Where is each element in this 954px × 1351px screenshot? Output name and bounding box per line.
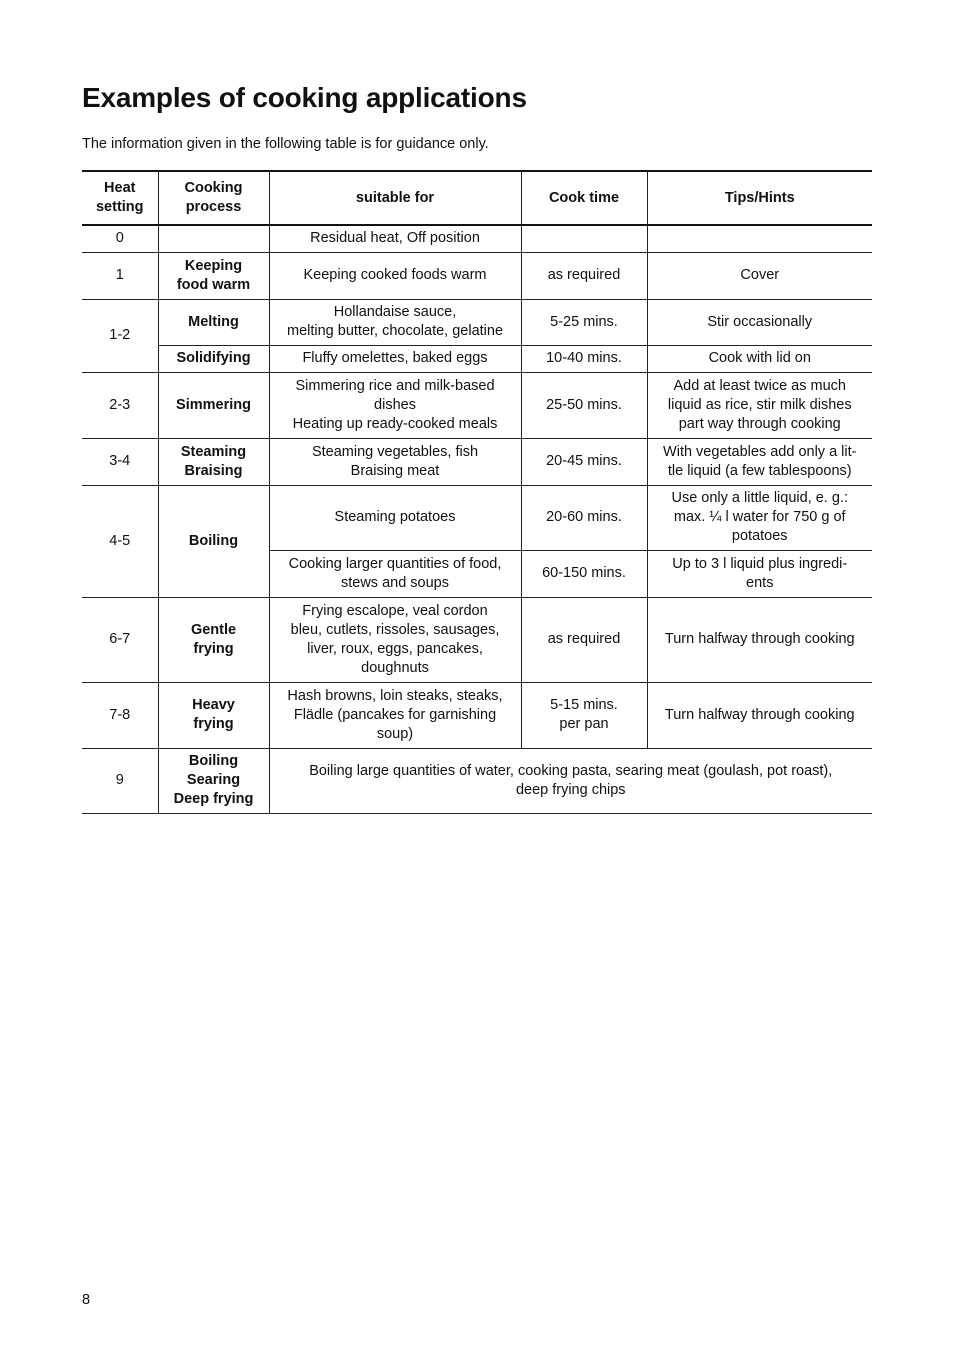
cooking-process-cell: Heavy frying <box>158 682 269 748</box>
cook-time-cell: as required <box>521 597 647 682</box>
cook-time-cell: 10-40 mins. <box>521 345 647 372</box>
header-heat-setting: Heat setting <box>82 171 158 225</box>
table-row <box>82 225 872 252</box>
table-row <box>82 299 872 345</box>
heat-setting-cell: 9 <box>82 748 158 813</box>
cooking-process-cell: Steaming Braising <box>158 438 269 485</box>
tips-cell <box>647 225 872 252</box>
cooking-process-cell: Simmering <box>158 372 269 438</box>
suitable-for-cell: Frying escalope, veal cordon bleu, cutlets, rissoles, sausages, liver, roux, eggs, pancakes, doughnuts <box>269 597 521 682</box>
header-cook-time: Cook time <box>521 171 647 225</box>
table-row <box>82 748 872 813</box>
heat-setting-cell: 7-8 <box>82 682 158 748</box>
cooking-process-cell: Keeping food warm <box>158 252 269 299</box>
header-tips-hints: Tips/Hints <box>647 171 872 225</box>
cooking-table <box>82 170 872 814</box>
suitable-for-cell: Keeping cooked foods warm <box>269 252 521 299</box>
heat-setting-cell: 1 <box>82 252 158 299</box>
table-row <box>82 372 872 438</box>
tips-cell: Turn halfway through cooking <box>647 597 872 682</box>
cook-time-cell: 20-60 mins. <box>521 485 647 550</box>
heat-setting-cell: 3-4 <box>82 438 158 485</box>
heat-setting-cell: 0 <box>82 225 158 252</box>
suitable-for-cell: Residual heat, Off position <box>269 225 521 252</box>
tips-cell: Use only a little liquid, e. g.: max. ¼ l water for 750 g of potatoes <box>647 485 872 550</box>
tips-cell: Cover <box>647 252 872 299</box>
suitable-for-cell: Fluffy omelettes, baked eggs <box>269 345 521 372</box>
table-row <box>82 345 872 372</box>
header-suitable-for: suitable for <box>269 171 521 225</box>
tips-cell: With vegetables add only a lit- tle liquid (a few tablespoons) <box>647 438 872 485</box>
cooking-process-cell <box>158 225 269 252</box>
tips-cell: Up to 3 l liquid plus ingredi- ents <box>647 550 872 597</box>
heat-setting-cell: 6-7 <box>82 597 158 682</box>
suitable-for-cell: Boiling large quantities of water, cooking pasta, searing meat (goulash, pot roast), deep frying chips <box>269 748 872 813</box>
tips-cell: Turn halfway through cooking <box>647 682 872 748</box>
table-row <box>82 485 872 550</box>
cook-time-cell <box>521 225 647 252</box>
suitable-for-cell: Steaming vegetables, fish Braising meat <box>269 438 521 485</box>
page-number: 8 <box>82 1292 91 1308</box>
suitable-for-cell: Simmering rice and milk-based dishes Heating up ready-cooked meals <box>269 372 521 438</box>
table-row <box>82 252 872 299</box>
cook-time-cell: 25-50 mins. <box>521 372 647 438</box>
suitable-for-cell: Hash browns, loin steaks, steaks, Flädle (pancakes for garnishing soup) <box>269 682 521 748</box>
suitable-for-cell: Cooking larger quantities of food, stews and soups <box>269 550 521 597</box>
cooking-process-cell: Solidifying <box>158 345 269 372</box>
tips-cell: Cook with lid on <box>647 345 872 372</box>
tips-cell: Stir occasionally <box>647 299 872 345</box>
header-cooking-process: Cooking process <box>158 171 269 225</box>
page-title: Examples of cooking applications <box>82 82 527 113</box>
cook-time-cell: 5-15 mins. per pan <box>521 682 647 748</box>
cooking-process-cell: Boiling Searing Deep frying <box>158 748 269 813</box>
heat-setting-cell: 4-5 <box>82 485 158 597</box>
cook-time-cell: 20-45 mins. <box>521 438 647 485</box>
table-header-row <box>82 171 872 225</box>
heat-setting-cell: 2-3 <box>82 372 158 438</box>
cooking-process-cell: Melting <box>158 299 269 345</box>
cook-time-cell: 5-25 mins. <box>521 299 647 345</box>
suitable-for-cell: Hollandaise sauce, melting butter, chocolate, gelatine <box>269 299 521 345</box>
table-row <box>82 597 872 682</box>
cook-time-cell: 60-150 mins. <box>521 550 647 597</box>
heat-setting-cell: 1-2 <box>82 299 158 372</box>
suitable-for-cell: Steaming potatoes <box>269 485 521 550</box>
cook-time-cell: as required <box>521 252 647 299</box>
table-row <box>82 682 872 748</box>
table-row <box>82 438 872 485</box>
intro-text: The information given in the following table is for guidance only. <box>82 136 489 152</box>
cooking-process-cell: Gentle frying <box>158 597 269 682</box>
tips-cell: Add at least twice as much liquid as rice, stir milk dishes part way through cooking <box>647 372 872 438</box>
cooking-process-cell: Boiling <box>158 485 269 597</box>
